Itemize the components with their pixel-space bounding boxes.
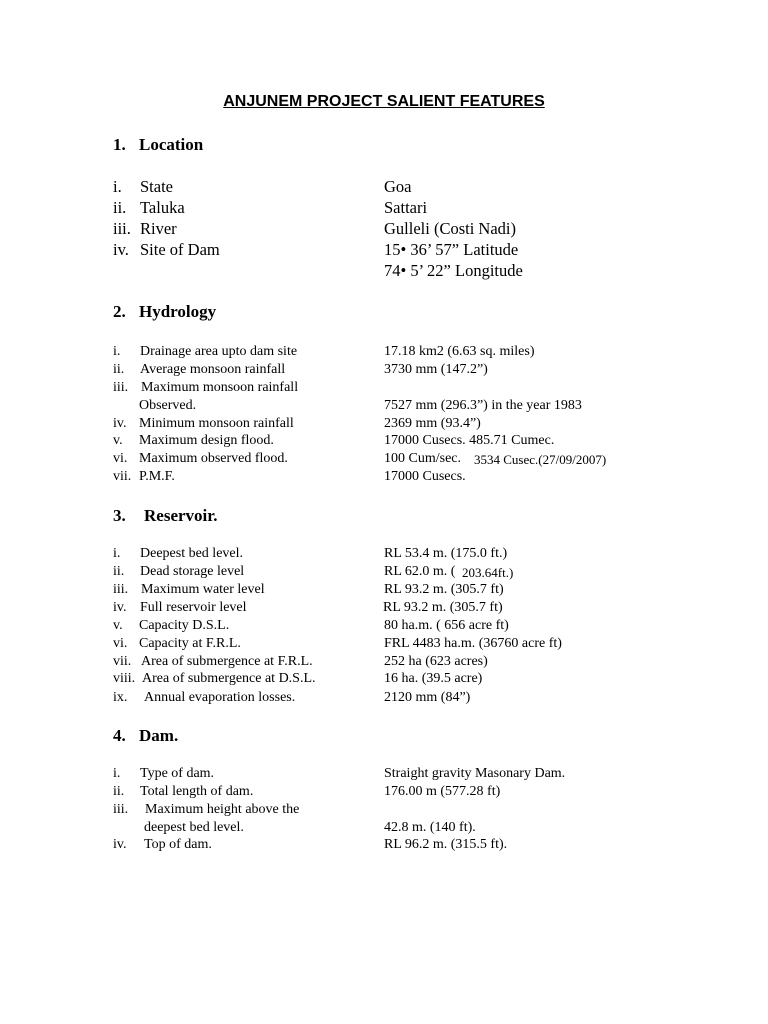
section-heading-location: 1. Location	[113, 135, 204, 154]
section-heading-hydrology: 2. Hydrology	[113, 302, 217, 321]
section-heading-reservoir: 3. Reservoir.	[113, 506, 218, 525]
section-heading-dam: 4. Dam.	[113, 726, 179, 745]
document-title: ANJUNEM PROJECT SALIENT FEATURES	[223, 93, 545, 110]
